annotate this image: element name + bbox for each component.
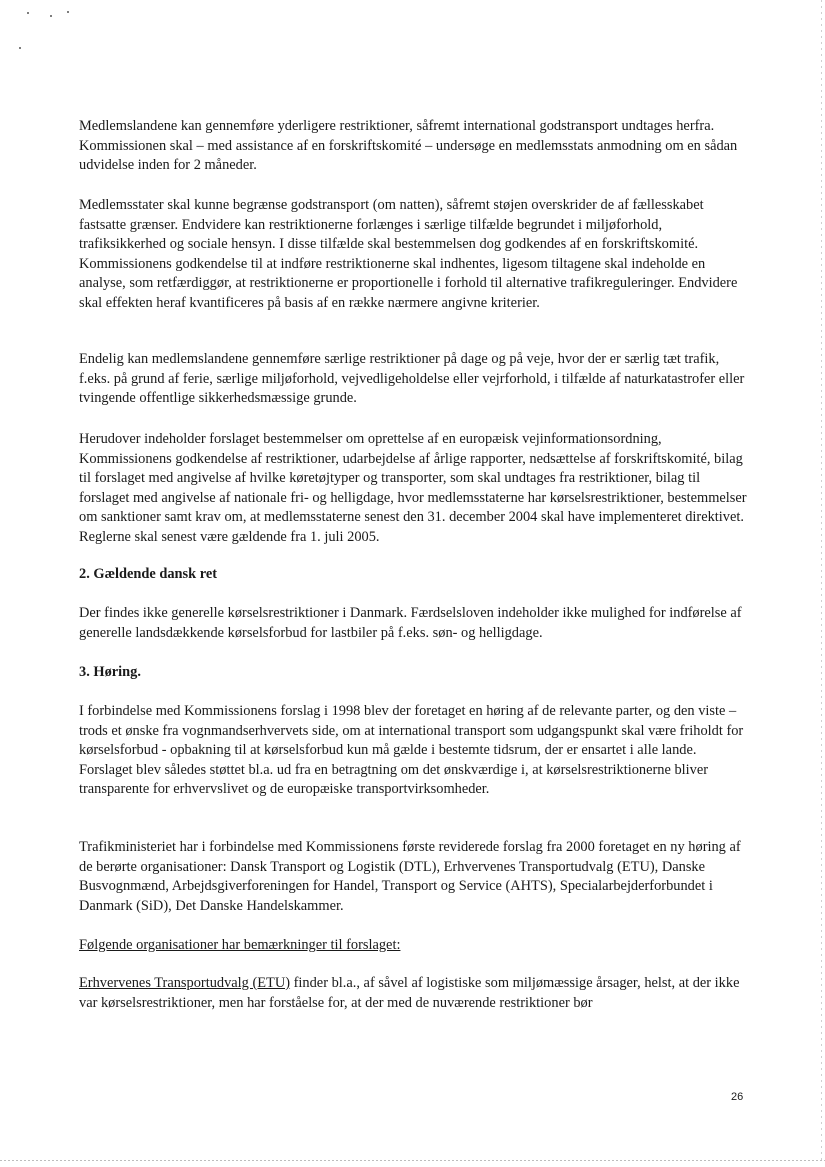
scan-edge-right bbox=[821, 0, 822, 1160]
section-3-paragraph-1 bbox=[79, 702, 747, 800]
etu-paragraph bbox=[79, 974, 747, 1013]
paragraph-text: Medlemsstater skal kunne begrænse godstransport (om natten), såfremt støjen overskrider de af fællesskabet fastsatte grænser. Endvidere kan restriktionerne forlænges i særlige tilfælde begrundet i miljøforhold, trafiksikkerhed og sociale hensyn. I disse tilfælde skal bestemmelsen dog godkendes af en forskriftskomité. Kommissionens godkendelse til at indføre restriktionerne skal indhentes, ligesom tiltagene skal indeholde en analyse, som retfærdiggør, at restriktionerne er proportionelle i forhold til alternative trafikreguleringer. Endvidere skal effekten heraf kvantificeres på basis af en række nærmere angivne kriterier. bbox=[79, 197, 738, 311]
paragraph-text: Der findes ikke generelle kørselsrestriktioner i Danmark. Færdselsloven indeholder ikke mulighed for indførelse af generelle landsdækkende kørselsforbud for lastbiler på f.eks. søn- og helligdage. bbox=[79, 605, 742, 641]
page-number: 26 bbox=[731, 1091, 744, 1103]
underlined-subheading: Følgende organisationer har bemærkninger til forslaget: bbox=[79, 937, 401, 953]
paragraph-text: Medlemslandene kan gennemføre yderligere restriktioner, såfremt international godstransport undtages herfra. Kommissionen skal – med assistance af en forskriftskomité – undersøge en medlemsstats anmodning om en sådan udvidelse inden for 2 måneder. bbox=[79, 118, 738, 174]
paragraph-text: I forbindelse med Kommissionens forslag i 1998 blev der foretaget en høring af de relevante parter, og den viste – trods et ønske fra vognmandserhvervets side, om at international transport som udgangspunkt skal være friholdt for kørselsforbud - opbakning til at kørselsforbud kun må gælde i bestemte tidsrum, der er ensartet i alle lande. Forslaget blev således støttet bl.a. ud fra en betragtning om det ønskværdige i, at kørselsrestriktionerne bliver transparente for erhvervslivet og de europæiske transportvirksomheder. bbox=[79, 703, 744, 798]
scan-speck bbox=[19, 47, 21, 49]
paragraph-2 bbox=[79, 196, 747, 314]
section-2-heading: 2. Gældende dansk ret bbox=[79, 566, 218, 582]
etu-text: finder bl.a., af såvel af logistiske som miljømæssige årsager, helst, at der ikke var kørselsrestriktioner, men har forståelse for, at der med de nuværende restriktioner bør bbox=[79, 975, 740, 1011]
section-3-heading: 3. Høring. bbox=[79, 664, 141, 680]
paragraph-text: Endelig kan medlemslandene gennemføre særlige restriktioner på dage og på veje, hvor der er særlig tæt trafik, f.eks. på grund af ferie, særlige miljøforhold, vejvedligeholdelse eller vejrforhold, i tilfælde af naturkatastrofer eller tvingende offentlige sikkerhedsmæssige grunde. bbox=[79, 351, 745, 407]
paragraph-text: Herudover indeholder forslaget bestemmelser om oprettelse af en europæisk vejinformationsordning, Kommissionens godkendelse af restriktioner, udarbejdelse af årlige rapporter, nedsættelse af forskriftskomité, bilag til forslaget med angivelse af hvilke køretøjtyper og transporter, som skal undtages fra restriktioner, bilag til forslaget med angivelse af nationale fri- og helligdage, hvor medlemsstaterne har kørselsrestriktioner, bestemmelser om sanktioner samt krav om, at medlemsstaterne senest den 31. december 2004 skal have implementeret direktivet. Reglerne skal senest være gældende fra 1. juli 2005. bbox=[79, 431, 747, 545]
paragraph-text: Trafikministeriet har i forbindelse med Kommissionens første reviderede forslag fra 2000 foretaget en ny høring af de berørte organisationer: Dansk Transport og Logistik (DTL), Erhvervenes Transportudvalg (ETU), Danske Busvognmænd, Arbejdsgiverforeningen for Handel, Transport og Service (AHTS), Specialarbejderforbundet i Danmark (SiD), Det Danske Handelskammer. bbox=[79, 839, 741, 914]
section-2-paragraph bbox=[79, 604, 747, 643]
scan-speck bbox=[27, 12, 29, 14]
paragraph-1 bbox=[79, 117, 747, 176]
paragraph-3 bbox=[79, 350, 747, 409]
paragraph-4 bbox=[79, 430, 747, 548]
scan-edge-bottom bbox=[0, 1160, 825, 1161]
section-3-paragraph-2 bbox=[79, 838, 747, 916]
paragraph-text bbox=[79, 974, 747, 1013]
scan-speck bbox=[67, 11, 69, 13]
organisations-subheading bbox=[79, 936, 747, 956]
scan-speck bbox=[50, 15, 52, 17]
organisation-name: Erhvervenes Transportudvalg (ETU) bbox=[79, 975, 291, 991]
